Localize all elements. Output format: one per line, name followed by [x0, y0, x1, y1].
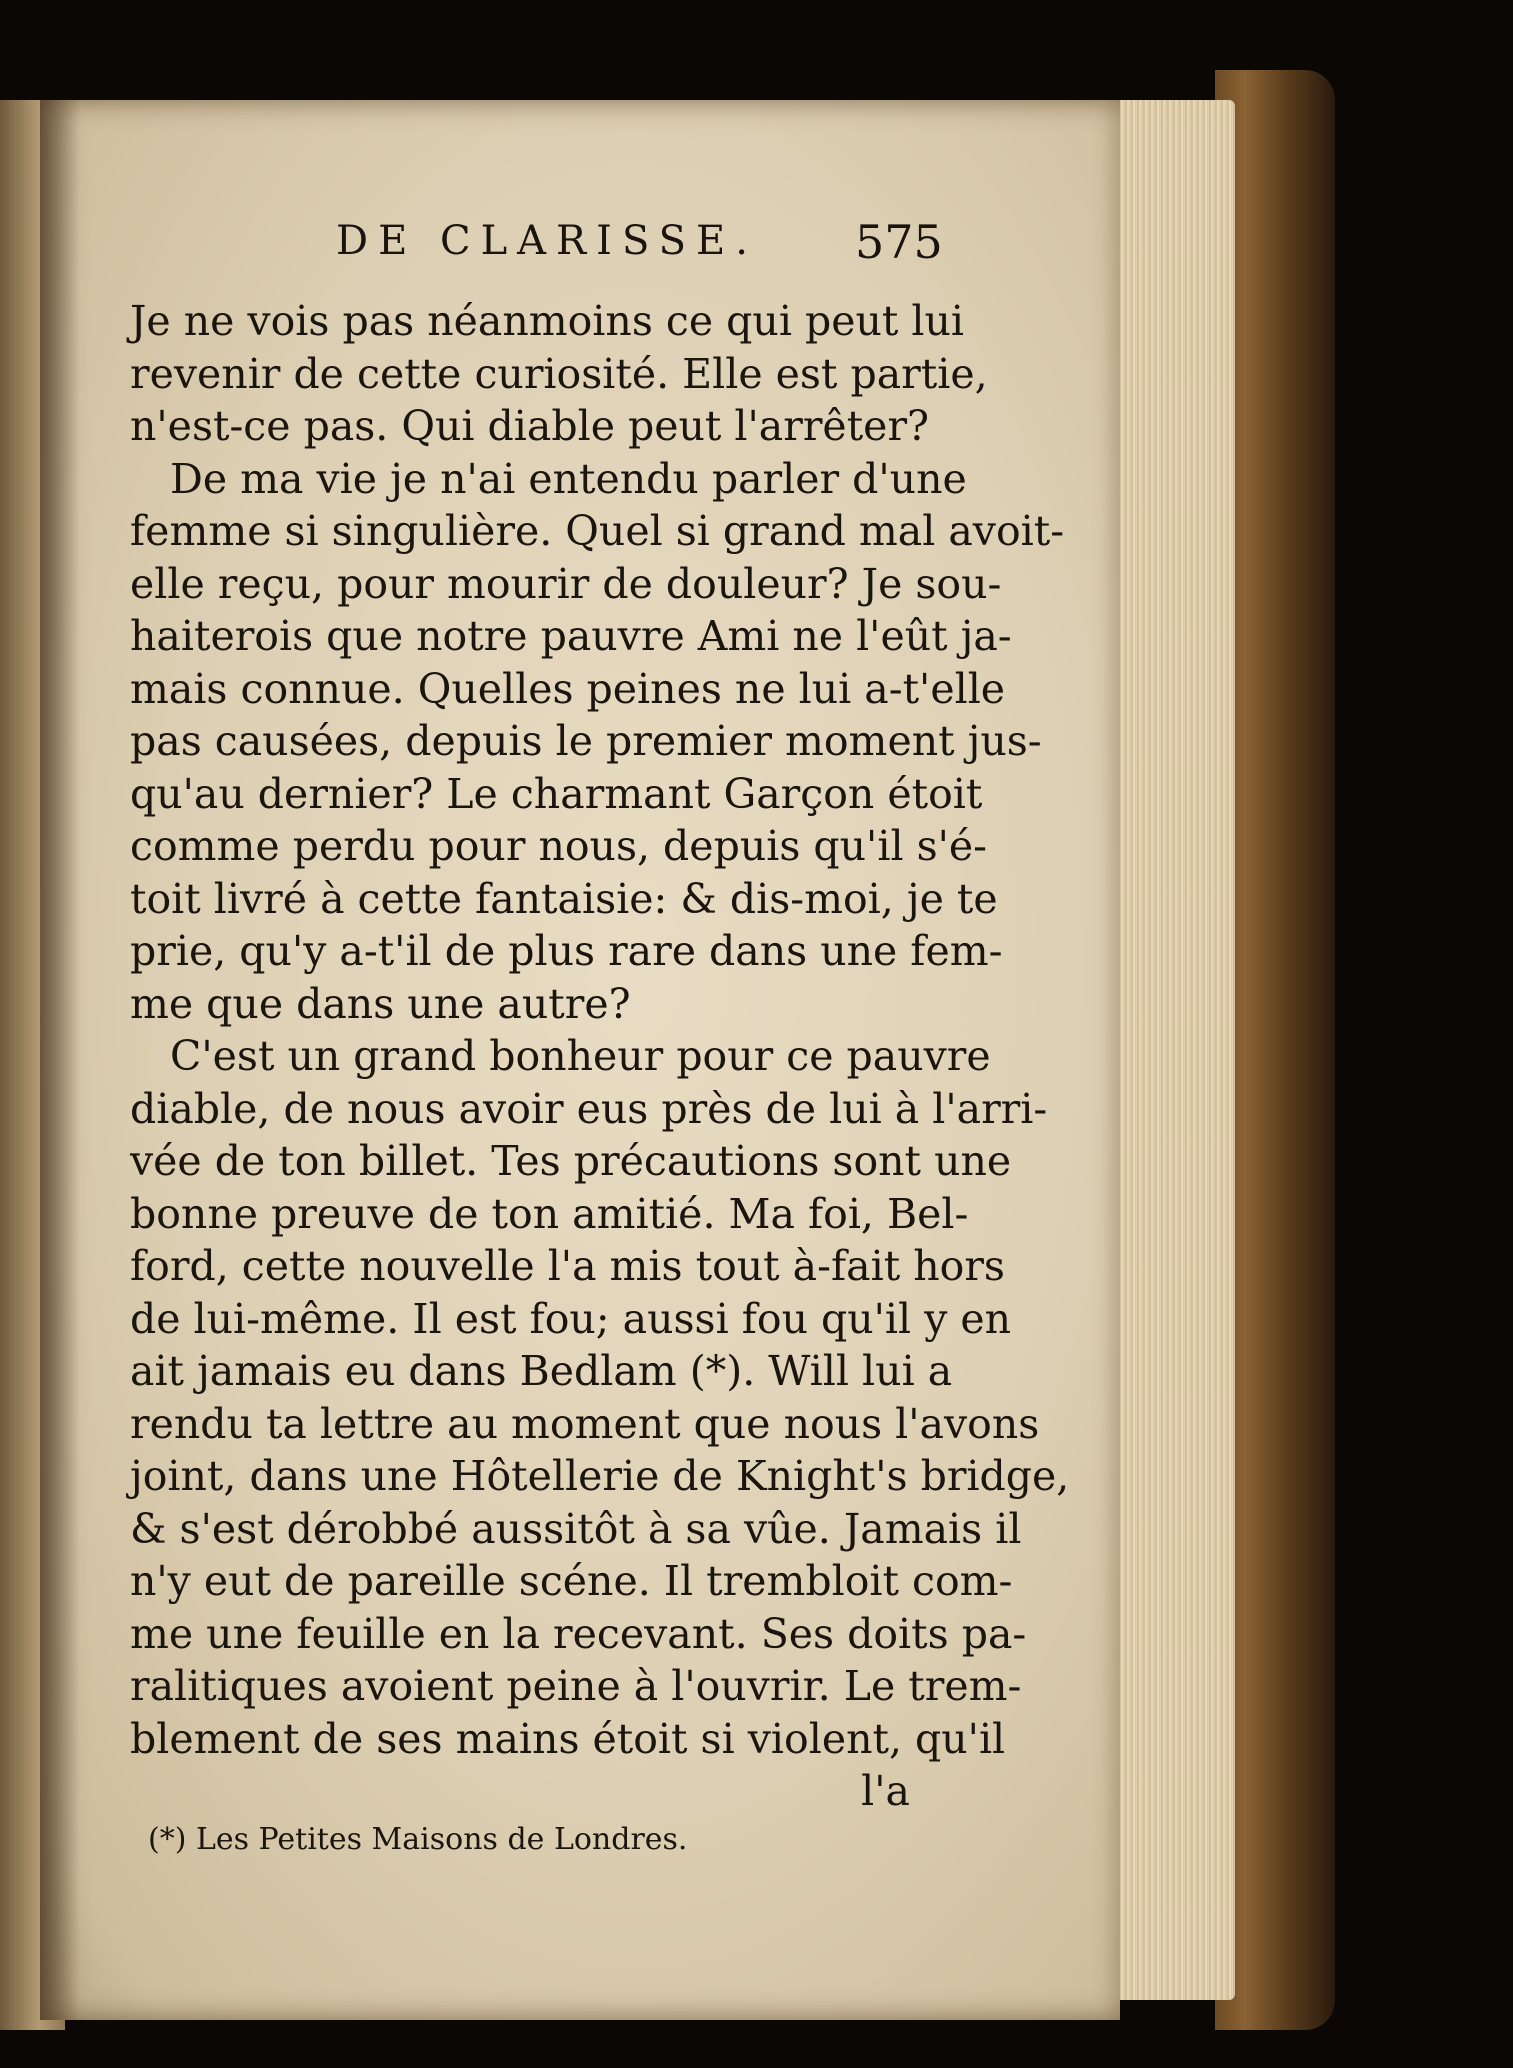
text-line: ralitiques avoient peine à l'ouvrir. Le trem- — [130, 1662, 1022, 1710]
text-line: De ma vie je n'ai entendu parler d'une — [170, 454, 967, 503]
text-line: bonne preuve de ton amitié. Ma foi, Bel- — [130, 1189, 969, 1238]
text-line: toit livré à cette fantaisie: & dis-moi, je te — [130, 874, 998, 923]
text-line: haiterois que notre pauvre Ami ne l'eût ja- — [130, 612, 1012, 660]
text-line: de lui-même. Il est fou; aussi fou qu'il y en — [130, 1294, 1012, 1343]
text-line: ait jamais eu dans Bedlam (*). Will lui a — [130, 1347, 953, 1395]
catchword: l'a — [861, 1767, 910, 1815]
text-line: rendu ta lettre au moment que nous l'avons — [130, 1399, 1040, 1448]
text-line: C'est un grand bonheur pour ce pauvre — [170, 1032, 991, 1080]
text-line: n'y eut de pareille scéne. Il trembloit com- — [130, 1557, 1013, 1605]
body-text — [130, 295, 1070, 1818]
text-line: qu'au dernier? Le charmant Garçon étoit — [130, 769, 983, 818]
page-gutter — [40, 100, 80, 2020]
text-line: me que dans une autre? — [130, 979, 631, 1028]
text-line: mais connue. Quelles peines ne lui a-t'elle — [130, 664, 1006, 713]
text-line: comme perdu pour nous, depuis qu'il s'é- — [130, 822, 988, 870]
text-line: blement de ses mains étoit si violent, qu'il — [130, 1714, 1006, 1763]
text-line: diable, de nous avoir eus près de lui à l'arri- — [130, 1084, 1048, 1133]
running-title: DE CLARISSE. — [336, 218, 758, 264]
text-line: ford, cette nouvelle l'a mis tout à-fait hors — [130, 1242, 1005, 1290]
page-number: 575 — [855, 215, 943, 269]
text-line: prie, qu'y a-t'il de plus rare dans une fem- — [130, 927, 1003, 975]
text-line: elle reçu, pour mourir de douleur? Je sou- — [130, 559, 1002, 608]
footnote: (*) Les Petites Maisons de Londres. — [148, 1822, 688, 1857]
text-line: & s'est dérobbé aussitôt à sa vûe. Jamais il — [130, 1504, 1022, 1553]
text-line: vée de ton billet. Tes précautions sont une — [130, 1137, 1012, 1185]
text-line: revenir de cette curiosité. Elle est partie, — [130, 349, 988, 398]
page-block-edges — [1100, 100, 1235, 2000]
text-line: n'est-ce pas. Qui diable peut l'arrêter? — [130, 402, 930, 450]
text-line: Je ne vois pas néanmoins ce qui peut lui — [130, 297, 965, 345]
text-line: me une feuille en la recevant. Ses doits pa- — [130, 1609, 1027, 1658]
text-line: pas causées, depuis le premier moment jus- — [130, 717, 1042, 765]
text-line: joint, dans une Hôtellerie de Knight's bridge, — [130, 1452, 1070, 1500]
text-line: femme si singulière. Quel si grand mal avoit- — [130, 507, 1065, 555]
